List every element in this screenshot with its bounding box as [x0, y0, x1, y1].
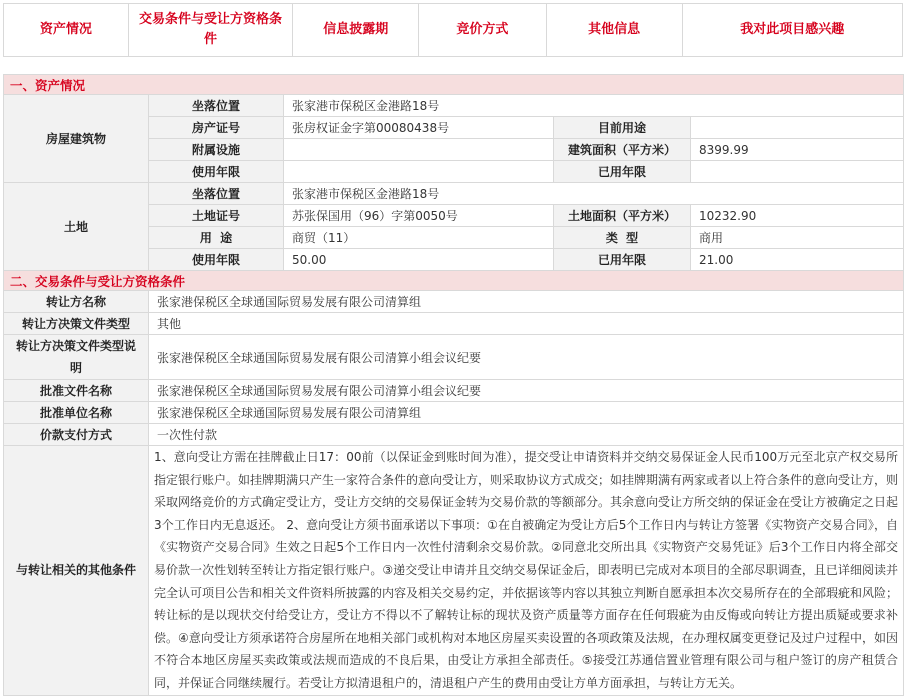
building-facility-label: 附属设施	[149, 139, 284, 161]
building-use-label: 目前用途	[554, 117, 691, 139]
tab-bar	[3, 3, 903, 57]
building-cert-label: 房产证号	[149, 117, 284, 139]
land-type-label: 类 型	[554, 227, 691, 249]
approval-doc-label: 批准文件名称	[4, 380, 149, 402]
decision-doc-type-value: 其他	[149, 313, 904, 335]
land-type-value: 商用	[691, 227, 904, 249]
land-area-value: 10232.90	[691, 205, 904, 227]
conditions-table	[3, 270, 904, 696]
tab-bidding-method[interactable]: 竞价方式	[419, 4, 547, 56]
building-years-value	[284, 161, 554, 183]
land-used-value: 21.00	[691, 249, 904, 271]
other-conditions-text: 1、意向受让方需在挂牌截止日17：00前（以保证金到账时间为准），提交受让申请资料并交纳交易保证金人民币100万元至北京产权交易所指定银行账户。如挂牌期满只产生一家符合条件的意向受让方，则采取协议方式成交；如挂牌期满有两家或者以上符合条件的意向受让方，则采取网络竞价的方式确定受让方，受让方交纳的交易保证金转为交易价款的等额部分。其余意向受让方所交纳的保证金在受让方被确定之日起3个工作日内无息返还。 2、意向受让方须书面承诺以下事项：①在自被确定为受让方后5个工作日内与转让方签署《实物资产交易合同》，自《实物资产交易合同》生效之日起5个工作日内一次性付清剩余交易价款。②同意北交所出具《实物资产交易凭证》后3个工作日内将全部交易价款一次性划转至转让方指定银行账户。③递交受让申请并且交纳交易保证金后，即表明已完成对本项目的全部尽职调查，且已详细阅读并完全认可项目公告和相关文件资料所披露的内容及相关交易约定，并依据该等内容以其独立判断自愿承担本次交易所存在的全部瑕疵和风险；转让标的是以现状交付给受让方，受让方不得以不了解转让标的现状及资产质量等方面存在任何瑕疵为由反悔或向转让方提出质疑或要求补偿。④意向受让方须承诺符合房屋所在地相关部门或机构对本地区房屋买卖设置的各项政策及法规，在办理权属变更登记及过户过程中，如因不符合本地区房屋买卖政策或法规而造成的不良后果，由受让方承担全部责任。⑤接受江苏通信置业管理有限公司与租户签订的房产租赁合同，并保证合同继续履行。若受让方拟清退租户的，清退租户产生的费用由受让方单方面承担，与转让方无关。	[149, 446, 904, 696]
payment-method-label: 价款支付方式	[4, 424, 149, 446]
land-cert-label: 土地证号	[149, 205, 284, 227]
section-title-conditions: 二、交易条件与受让方资格条件	[4, 271, 904, 291]
building-location-label: 坐落位置	[149, 95, 284, 117]
decision-doc-desc-label: 转让方决策文件类型说明	[4, 335, 149, 380]
land-purpose-value: 商贸（11）	[284, 227, 554, 249]
land-cert-value: 苏张保国用（96）字第0050号	[284, 205, 554, 227]
tab-interested[interactable]: 我对此项目感兴趣	[740, 22, 845, 37]
building-area-value: 8399.99	[691, 139, 904, 161]
decision-doc-desc-value: 张家港保税区全球通国际贸易发展有限公司清算小组会议纪要	[149, 335, 904, 380]
decision-doc-type-label: 转让方决策文件类型	[4, 313, 149, 335]
land-years-label: 使用年限	[149, 249, 284, 271]
building-group-label: 房屋建筑物	[4, 95, 149, 183]
building-location-value: 张家港市保税区金港路18号	[284, 95, 904, 117]
tab-other-info[interactable]: 其他信息	[547, 4, 683, 56]
land-location-value: 张家港市保税区金港路18号	[284, 183, 904, 205]
detail-content	[3, 74, 903, 696]
land-area-label: 土地面积（平方米）	[554, 205, 691, 227]
transferor-name-label: 转让方名称	[4, 291, 149, 313]
transferor-name-value: 张家港保税区全球通国际贸易发展有限公司清算组	[149, 291, 904, 313]
other-conditions-label: 与转让相关的其他条件	[4, 446, 149, 696]
building-years-label: 使用年限	[149, 161, 284, 183]
building-used-label: 已用年限	[554, 161, 691, 183]
approval-unit-label: 批准单位名称	[4, 402, 149, 424]
approval-unit-value: 张家港保税区全球通国际贸易发展有限公司清算组	[149, 402, 904, 424]
land-used-label: 已用年限	[554, 249, 691, 271]
land-location-label: 坐落位置	[149, 183, 284, 205]
asset-table	[3, 74, 904, 271]
tab-trade-conditions[interactable]: 交易条件与受让方资格条件	[129, 4, 294, 56]
building-used-value	[691, 161, 904, 183]
building-use-value	[691, 117, 904, 139]
land-purpose-label: 用 途	[149, 227, 284, 249]
section-title-asset: 一、资产情况	[4, 75, 904, 95]
land-group-label: 土地	[4, 183, 149, 271]
approval-doc-value: 张家港保税区全球通国际贸易发展有限公司清算小组会议纪要	[149, 380, 904, 402]
building-cert-value: 张房权证金字第00080438号	[284, 117, 554, 139]
payment-method-value: 一次性付款	[149, 424, 904, 446]
tab-disclosure-period[interactable]: 信息披露期	[293, 4, 419, 56]
land-years-value: 50.00	[284, 249, 554, 271]
building-facility-value	[284, 139, 554, 161]
tab-asset-status[interactable]: 资产情况	[4, 4, 129, 56]
building-area-label: 建筑面积（平方米）	[554, 139, 691, 161]
